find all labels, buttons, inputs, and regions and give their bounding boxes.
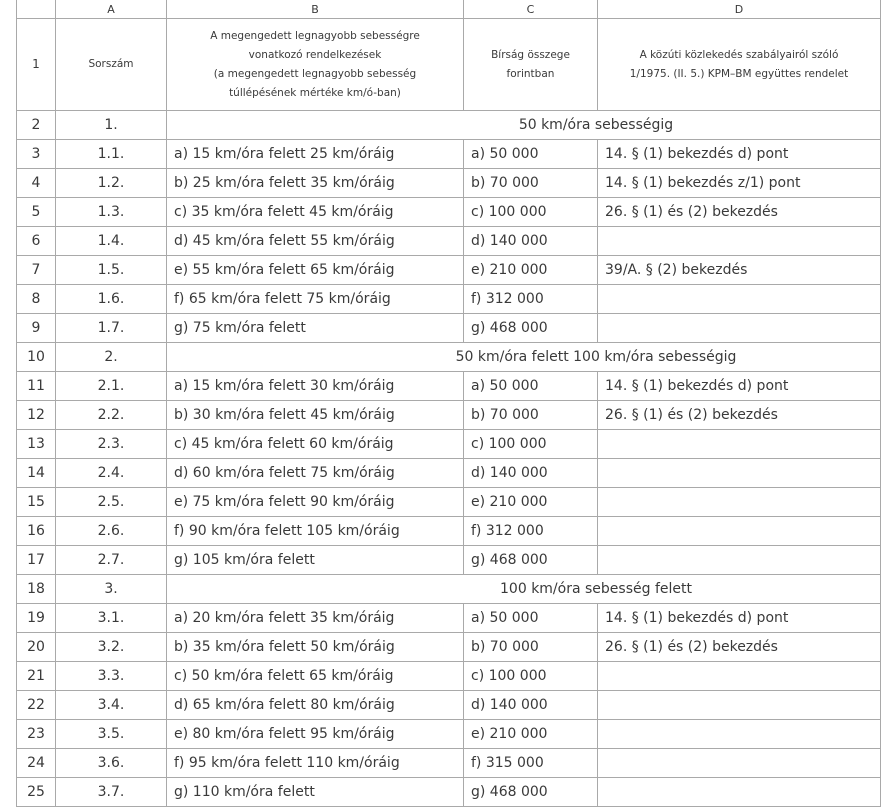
serial-number: 1.5. bbox=[56, 256, 167, 285]
table-row bbox=[17, 778, 881, 807]
column-letter-b: B bbox=[167, 0, 464, 19]
regulation-reference bbox=[598, 314, 881, 343]
regulation-reference bbox=[598, 227, 881, 256]
serial-number: 1.7. bbox=[56, 314, 167, 343]
regulation-reference bbox=[598, 749, 881, 778]
row-number: 10 bbox=[17, 343, 56, 372]
regulation-reference bbox=[598, 662, 881, 691]
row-number: 11 bbox=[17, 372, 56, 401]
regulation-reference: 14. § (1) bekezdés d) pont bbox=[598, 140, 881, 169]
speed-range: c) 35 km/óra felett 45 km/óráig bbox=[167, 198, 464, 227]
regulation-reference: 14. § (1) bekezdés z/1) pont bbox=[598, 169, 881, 198]
row-number: 23 bbox=[17, 720, 56, 749]
speed-range: b) 30 km/óra felett 45 km/óráig bbox=[167, 401, 464, 430]
serial-number: 2.3. bbox=[56, 430, 167, 459]
fine-amount: f) 315 000 bbox=[464, 749, 598, 778]
serial-number: 1.4. bbox=[56, 227, 167, 256]
speeding-fine-table bbox=[16, 0, 881, 807]
serial-number: 1.6. bbox=[56, 285, 167, 314]
speed-range: d) 60 km/óra felett 75 km/óráig bbox=[167, 459, 464, 488]
fine-amount: e) 210 000 bbox=[464, 720, 598, 749]
row-number: 22 bbox=[17, 691, 56, 720]
row-number: 20 bbox=[17, 633, 56, 662]
table-row bbox=[17, 285, 881, 314]
regulation-reference: 39/A. § (2) bekezdés bbox=[598, 256, 881, 285]
table-row bbox=[17, 372, 881, 401]
section-title: 50 km/óra sebességig bbox=[167, 111, 881, 140]
serial-number: 1.2. bbox=[56, 169, 167, 198]
table-row bbox=[17, 314, 881, 343]
row-number: 6 bbox=[17, 227, 56, 256]
table-row bbox=[17, 227, 881, 256]
serial-number: 3.3. bbox=[56, 662, 167, 691]
section-title: 100 km/óra sebesség felett bbox=[167, 575, 881, 604]
row-number: 3 bbox=[17, 140, 56, 169]
regulation-reference: 14. § (1) bekezdés d) pont bbox=[598, 372, 881, 401]
row-number: 5 bbox=[17, 198, 56, 227]
row-number: 15 bbox=[17, 488, 56, 517]
corner-cell bbox=[17, 0, 56, 19]
fine-amount: e) 210 000 bbox=[464, 256, 598, 285]
fine-amount: g) 468 000 bbox=[464, 314, 598, 343]
speed-range: f) 90 km/óra felett 105 km/óráig bbox=[167, 517, 464, 546]
section-row bbox=[17, 111, 881, 140]
header-line: (a megengedett legnagyobb sebesség bbox=[213, 67, 417, 80]
fine-amount: a) 50 000 bbox=[464, 140, 598, 169]
header-line: 1/1975. (II. 5.) KPM–BM együttes rendelet bbox=[629, 67, 849, 80]
regulation-reference bbox=[598, 517, 881, 546]
header-speed-provisions bbox=[167, 19, 464, 111]
fine-amount: a) 50 000 bbox=[464, 372, 598, 401]
speed-range: b) 25 km/óra felett 35 km/óráig bbox=[167, 169, 464, 198]
table-row bbox=[17, 459, 881, 488]
table-row bbox=[17, 517, 881, 546]
header-line: A megengedett legnagyobb sebességre bbox=[210, 29, 420, 42]
regulation-reference bbox=[598, 285, 881, 314]
regulation-reference bbox=[598, 691, 881, 720]
row-number: 13 bbox=[17, 430, 56, 459]
regulation-reference bbox=[598, 778, 881, 807]
regulation-reference bbox=[598, 459, 881, 488]
row-number: 18 bbox=[17, 575, 56, 604]
fine-amount: f) 312 000 bbox=[464, 517, 598, 546]
column-letter-a: A bbox=[56, 0, 167, 19]
row-number: 24 bbox=[17, 749, 56, 778]
serial-number: 3.6. bbox=[56, 749, 167, 778]
row-number: 4 bbox=[17, 169, 56, 198]
serial-number: 2.6. bbox=[56, 517, 167, 546]
column-letter-row bbox=[17, 0, 881, 19]
serial-number: 3.5. bbox=[56, 720, 167, 749]
header-row bbox=[17, 19, 881, 111]
row-number: 2 bbox=[17, 111, 56, 140]
serial-number: 3.1. bbox=[56, 604, 167, 633]
serial-number: 1.3. bbox=[56, 198, 167, 227]
table-row bbox=[17, 488, 881, 517]
serial-number: 3. bbox=[56, 575, 167, 604]
table-row bbox=[17, 140, 881, 169]
fine-amount: g) 468 000 bbox=[464, 778, 598, 807]
speed-range: g) 105 km/óra felett bbox=[167, 546, 464, 575]
fine-amount: g) 468 000 bbox=[464, 546, 598, 575]
column-letter-c: C bbox=[464, 0, 598, 19]
row-number: 17 bbox=[17, 546, 56, 575]
table-row bbox=[17, 546, 881, 575]
speed-range: a) 15 km/óra felett 30 km/óráig bbox=[167, 372, 464, 401]
serial-number: 2. bbox=[56, 343, 167, 372]
section-row bbox=[17, 575, 881, 604]
table-row bbox=[17, 720, 881, 749]
serial-number: 2.5. bbox=[56, 488, 167, 517]
header-line: vonatkozó rendelkezések bbox=[248, 48, 382, 61]
speed-range: c) 50 km/óra felett 65 km/óráig bbox=[167, 662, 464, 691]
row-number: 7 bbox=[17, 256, 56, 285]
speed-range: e) 55 km/óra felett 65 km/óráig bbox=[167, 256, 464, 285]
table-row bbox=[17, 749, 881, 778]
fine-amount: b) 70 000 bbox=[464, 401, 598, 430]
regulation-reference bbox=[598, 720, 881, 749]
serial-number: 1. bbox=[56, 111, 167, 140]
serial-number: 2.7. bbox=[56, 546, 167, 575]
header-line: A közúti közlekedés szabályairól szóló bbox=[639, 48, 839, 61]
regulation-reference bbox=[598, 488, 881, 517]
table-row bbox=[17, 169, 881, 198]
header-fine-amount bbox=[464, 19, 598, 111]
serial-number: 2.1. bbox=[56, 372, 167, 401]
fine-amount: f) 312 000 bbox=[464, 285, 598, 314]
speed-range: a) 15 km/óra felett 25 km/óráig bbox=[167, 140, 464, 169]
regulation-reference: 26. § (1) és (2) bekezdés bbox=[598, 198, 881, 227]
table-row bbox=[17, 662, 881, 691]
regulation-reference: 26. § (1) és (2) bekezdés bbox=[598, 401, 881, 430]
row-number: 14 bbox=[17, 459, 56, 488]
table-row bbox=[17, 430, 881, 459]
speed-range: g) 75 km/óra felett bbox=[167, 314, 464, 343]
speed-range: a) 20 km/óra felett 35 km/óráig bbox=[167, 604, 464, 633]
row-number: 19 bbox=[17, 604, 56, 633]
header-line: Bírság összege bbox=[491, 48, 570, 61]
fine-amount: d) 140 000 bbox=[464, 691, 598, 720]
speed-range: f) 65 km/óra felett 75 km/óráig bbox=[167, 285, 464, 314]
speed-range: e) 75 km/óra felett 90 km/óráig bbox=[167, 488, 464, 517]
row-number: 25 bbox=[17, 778, 56, 807]
header-line: forintban bbox=[506, 67, 555, 80]
serial-number: 3.7. bbox=[56, 778, 167, 807]
fine-amount: c) 100 000 bbox=[464, 662, 598, 691]
fine-amount: e) 210 000 bbox=[464, 488, 598, 517]
fine-amount: b) 70 000 bbox=[464, 169, 598, 198]
speed-range: f) 95 km/óra felett 110 km/óráig bbox=[167, 749, 464, 778]
row-number: 1 bbox=[17, 19, 56, 111]
table-row bbox=[17, 256, 881, 285]
row-number: 9 bbox=[17, 314, 56, 343]
regulation-reference bbox=[598, 546, 881, 575]
serial-number: 3.2. bbox=[56, 633, 167, 662]
fine-amount: d) 140 000 bbox=[464, 459, 598, 488]
section-title: 50 km/óra felett 100 km/óra sebességig bbox=[167, 343, 881, 372]
serial-number: 1.1. bbox=[56, 140, 167, 169]
fine-amount: a) 50 000 bbox=[464, 604, 598, 633]
fine-amount: d) 140 000 bbox=[464, 227, 598, 256]
speed-range: d) 45 km/óra felett 55 km/óráig bbox=[167, 227, 464, 256]
regulation-reference: 14. § (1) bekezdés d) pont bbox=[598, 604, 881, 633]
header-regulation bbox=[598, 19, 881, 111]
speed-range: e) 80 km/óra felett 95 km/óráig bbox=[167, 720, 464, 749]
speed-range: d) 65 km/óra felett 80 km/óráig bbox=[167, 691, 464, 720]
table-row bbox=[17, 604, 881, 633]
table-row bbox=[17, 198, 881, 227]
row-number: 16 bbox=[17, 517, 56, 546]
row-number: 21 bbox=[17, 662, 56, 691]
section-row bbox=[17, 343, 881, 372]
fine-amount: c) 100 000 bbox=[464, 198, 598, 227]
column-letter-d: D bbox=[598, 0, 881, 19]
regulation-reference bbox=[598, 430, 881, 459]
regulation-reference: 26. § (1) és (2) bekezdés bbox=[598, 633, 881, 662]
table-row bbox=[17, 401, 881, 430]
speed-range: c) 45 km/óra felett 60 km/óráig bbox=[167, 430, 464, 459]
table-row bbox=[17, 633, 881, 662]
serial-number: 2.2. bbox=[56, 401, 167, 430]
serial-number: 2.4. bbox=[56, 459, 167, 488]
speed-range: g) 110 km/óra felett bbox=[167, 778, 464, 807]
header-serial-number: Sorszám bbox=[56, 19, 167, 111]
fine-amount: c) 100 000 bbox=[464, 430, 598, 459]
header-line: túllépésének mértéke km/ó-ban) bbox=[229, 86, 401, 99]
fine-amount: b) 70 000 bbox=[464, 633, 598, 662]
table-row bbox=[17, 691, 881, 720]
row-number: 12 bbox=[17, 401, 56, 430]
row-number: 8 bbox=[17, 285, 56, 314]
serial-number: 3.4. bbox=[56, 691, 167, 720]
speed-range: b) 35 km/óra felett 50 km/óráig bbox=[167, 633, 464, 662]
